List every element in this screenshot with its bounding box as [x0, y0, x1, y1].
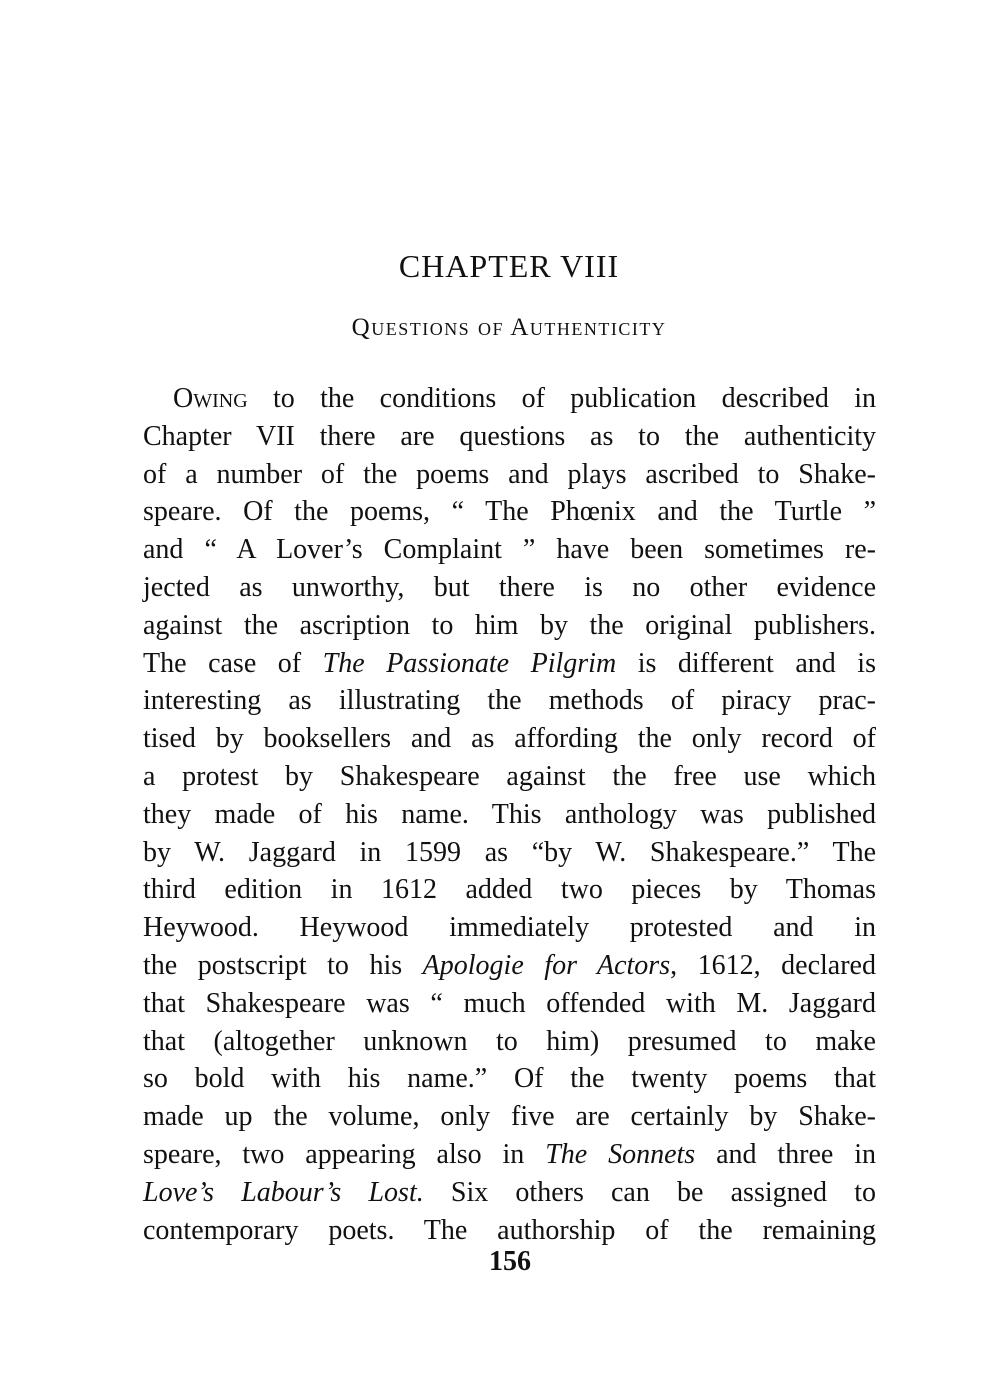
- text-line: against the ascription to him by the original publishers.: [143, 609, 876, 641]
- text-line: Chapter VII there are questions as to the authenticity: [143, 420, 876, 452]
- text-line: [143, 645, 876, 683]
- italic-title: The Passionate Pilgrim: [322, 647, 617, 679]
- text-line: of a number of the poems and plays ascribed to Shake-: [143, 458, 876, 490]
- text-run: the postscript to his: [143, 949, 423, 981]
- text-run: is different and is: [616, 647, 876, 679]
- text-line: [143, 1174, 876, 1212]
- italic-title: Apologie for Actors: [422, 949, 671, 981]
- text-line: by W. Jaggard in 1599 as “by W. Shakespeare.” The: [143, 836, 876, 868]
- italic-title: The Sonnets: [545, 1138, 696, 1170]
- text-line-content: to the conditions of publication described in: [247, 383, 876, 414]
- text-run: Six others can be assigned to: [423, 1176, 876, 1208]
- text-line: a protest by Shakespeare against the free use which: [143, 760, 876, 792]
- text-line: made up the volume, only five are certainly by Shake-: [143, 1101, 876, 1133]
- text-line: speare. Of the poems, “ The Phœnix and the Turtle ”: [143, 496, 876, 528]
- text-line: [143, 947, 876, 985]
- text-line: interesting as illustrating the methods of piracy prac-: [143, 685, 876, 717]
- text-run: speare, two appearing also in: [143, 1138, 546, 1170]
- text-line: jected as unworthy, but there is no other evidence: [143, 571, 876, 603]
- text-line: tised by booksellers and as affording the only record of: [143, 723, 876, 755]
- text-line: that (altogether unknown to him) presumed to make: [143, 1025, 876, 1057]
- chapter-heading: CHAPTER VIII: [398, 248, 620, 284]
- text-line: [143, 1136, 876, 1174]
- page-number: 156: [489, 1246, 531, 1277]
- text-run: , 1612, declared: [670, 949, 876, 981]
- text-run: The case of: [143, 647, 323, 679]
- text-line: contemporary poets. The authorship of the remaining: [143, 1214, 876, 1246]
- text-run: and three in: [695, 1138, 876, 1170]
- lead-word: Owing: [173, 383, 248, 414]
- text-line: third edition in 1612 added two pieces by Thomas: [143, 874, 876, 906]
- body-text: [143, 380, 876, 1249]
- chapter-subtitle: Questions of Authenticity: [351, 314, 667, 341]
- italic-title: Love’s Labour’s Lost.: [143, 1176, 424, 1208]
- text-line: [143, 380, 876, 418]
- text-line: they made of his name. This anthology was published: [143, 798, 876, 830]
- text-line: so bold with his name.” Of the twenty poems that: [143, 1063, 876, 1095]
- text-line: and “ A Lover’s Complaint ” have been sometimes re-: [143, 534, 876, 566]
- text-line: Heywood. Heywood immediately protested and in: [143, 912, 876, 944]
- text-line: that Shakespeare was “ much offended with M. Jaggard: [143, 987, 876, 1019]
